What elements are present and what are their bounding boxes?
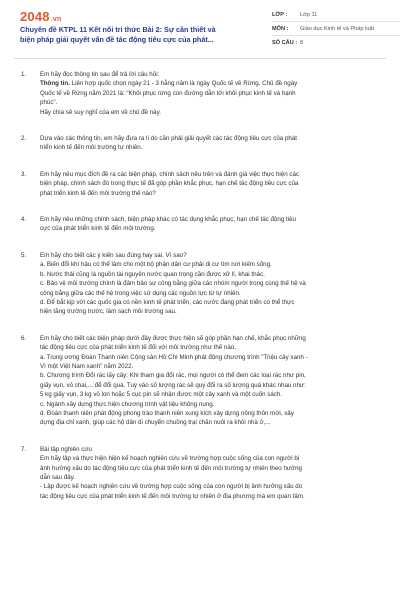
question-line: d. Đoàn thanh niên phát động phong trào thanh niên xung kích xây dựng nông thôn mới, xây	[40, 409, 294, 417]
question-line: c. Bảo vệ môi trường chính là đảm bảo sự công bằng giữa các nhóm người trong cùng thế hệ và	[40, 280, 306, 288]
count-value: 8	[300, 39, 304, 46]
question-line: Em hãy cho biết các ý kiến sau đúng hay sai. Vì sao?	[40, 251, 187, 259]
question-number: 1.	[21, 71, 27, 78]
question-line: tác động tiêu cực của phát triển kinh tế đối với môi trường như thế nào.	[40, 344, 236, 352]
question-line: Em hãy lập và thực hiện hiện kế hoạch nghiên cứu về trường hợp cuộc sống của con người bị	[40, 455, 300, 463]
subject-label: MÔN :	[272, 25, 289, 32]
question-body	[40, 70, 386, 117]
question-number: 5.	[21, 251, 27, 259]
site-logo[interactable]: 2048.vn	[20, 9, 62, 24]
question-line: Em hãy nêu những chính sách, biện pháp khác có tác dụng khắc phục, hạn chế tác động tiêu	[40, 216, 296, 224]
question-line: triển kinh tế đến môi trường tự nhiên.	[40, 144, 143, 152]
question-item	[14, 70, 386, 117]
worksheet-meta	[272, 8, 400, 49]
question-line: b. Chương trình Đổi rác lấy cây: Khi tham gia đổi rác, mọi người có thể đem các loại rác như pin,	[40, 372, 306, 380]
question-number: 6.	[21, 334, 27, 342]
question-line: Quốc tế về Rừng năm 2021 là: "Khôi phục rừng con đường dẫn tới khôi phục kinh tế và hạnh	[40, 89, 296, 97]
question-line: Vì một Việt Nam xanh" năm 2022.	[40, 362, 134, 370]
question-line: d. Để bắt kịp với các quốc gia có nền kinh tế phát triển, các nước đang phát triển có thể thực	[40, 298, 295, 306]
question-item	[14, 445, 386, 501]
question-line: công bằng giữa các thế hệ trong việc sử dụng các nguồn lực từ tự nhiên.	[40, 289, 241, 297]
question-item	[14, 170, 386, 198]
count-label: SỐ CÂU :	[272, 39, 298, 46]
question-line: Em hãy nêu mục đích đề ra các biện pháp, chính sách nêu trên và đánh giá việc thực hiện các	[40, 170, 300, 178]
question-line: biện pháp, chính sách đó trong thực tế đã góp phần khắc phục, hạn chế tác động tiêu cực của	[40, 180, 299, 188]
question-line: a. Biến đổi khí hậu có thể làm cho một bộ phận dân cư phải di cư tìm nơi kiếm sống.	[40, 261, 272, 269]
question-line: cực của phát triển kinh tế đến môi trường.	[40, 225, 156, 233]
question-line: tác động tiêu cực của phát triển kinh tế đến môi trường tự nhiên ở địa phương mà em quan tâm.	[40, 492, 305, 500]
question-item	[14, 134, 386, 153]
question-line: phát triển kinh tế đến môi trường thế nào?	[40, 189, 156, 197]
info-label: Thông tin.	[40, 80, 70, 88]
question-line: Em hãy đọc thông tin sau để trả lời câu hỏi:	[40, 71, 160, 78]
question-number: 2.	[21, 135, 27, 143]
question-line: a. Trung ương Đoàn Thanh niên Cộng sản Hồ Chí Minh phát động chương trình "Triệu cây xanh -	[40, 353, 308, 361]
meta-grade	[272, 8, 400, 22]
question-body	[40, 134, 386, 153]
question-line: dẫn sau đây.	[40, 474, 75, 481]
question-line: c. Ngành xây dựng thực hiện chương trình vật liệu không nung.	[40, 400, 215, 408]
question-number: 4.	[21, 216, 27, 224]
question-line: Thông tin. Liên hợp quốc chọn ngày 21 - 3 hằng năm là ngày Quốc tế về Rừng. Chủ đề ngày	[40, 80, 298, 88]
worksheet-header	[14, 0, 386, 59]
question-line: Bài tập nghiên cứu	[40, 445, 92, 453]
meta-count	[272, 36, 400, 49]
question-body	[40, 445, 386, 501]
question-list	[14, 70, 386, 501]
question-line: - Lập được kế hoạch nghiên cứu về trường hợp cuộc sống của con người bị ảnh hưởng xấu do	[40, 483, 303, 491]
question-line: ảnh hưởng xấu do tác động tiêu cực của phát triển kinh tế đến môi trường tự nhiên theo hướng	[40, 464, 302, 472]
question-body	[40, 251, 386, 317]
question-line: b. Nước thải cũng là nguồn tài nguyên nước quan trọng cần được xử lí, khai thác.	[40, 270, 265, 278]
question-line: Em hãy cho biết các biện pháp dưới đây được thực hiện sẽ góp phần hạn chế, khắc phục những	[40, 334, 306, 342]
question-line: Dựa vào các thông tin, em hãy đưa ra lí do cần phải giải quyết các tác động tiêu cực của phát	[40, 135, 297, 143]
question-item	[14, 215, 386, 234]
question-body	[40, 334, 386, 428]
question-body	[40, 170, 386, 198]
question-item	[14, 334, 386, 428]
question-line: 5 kg giấy vụn, 3 kg vỏ lon hoặc 5 cục pin sẽ nhận được một cây xanh và một cuốn sách.	[40, 391, 283, 399]
question-line: dựng địa chỉ xanh, giúp các hộ dân di chuyển chuồng trại chăn nuôi ra khỏi nhà ở,...	[40, 419, 271, 427]
question-line: giấy vụn, vỏ chai,... để đổi quà. Tuỳ vào số lượng rác sẽ quy đổi ra số lượng quà khác nhau như:	[40, 381, 306, 389]
question-line: Hãy chia sẻ suy nghĩ của em về chủ đề này.	[40, 108, 161, 116]
question-line: hiện tăng trưởng trước, làm sạch môi trường sau.	[40, 308, 177, 316]
worksheet-title: Chuyên đề KTPL 11 Kết nối tri thức Bài 2: Sự cần thiết và biện pháp giải quyết vấn đề tác động tiêu cực của phát...	[20, 25, 216, 44]
question-number: 3.	[21, 170, 27, 178]
subject-value: Giáo dục Kinh tế và Pháp luật	[300, 25, 375, 32]
question-number: 7.	[21, 445, 27, 453]
question-item	[14, 251, 386, 317]
question-body	[40, 215, 386, 234]
question-line: phúc".	[40, 99, 58, 107]
grade-label: LỚP :	[272, 11, 288, 18]
grade-value: Lớp 11	[300, 11, 318, 18]
meta-subject	[272, 22, 400, 36]
